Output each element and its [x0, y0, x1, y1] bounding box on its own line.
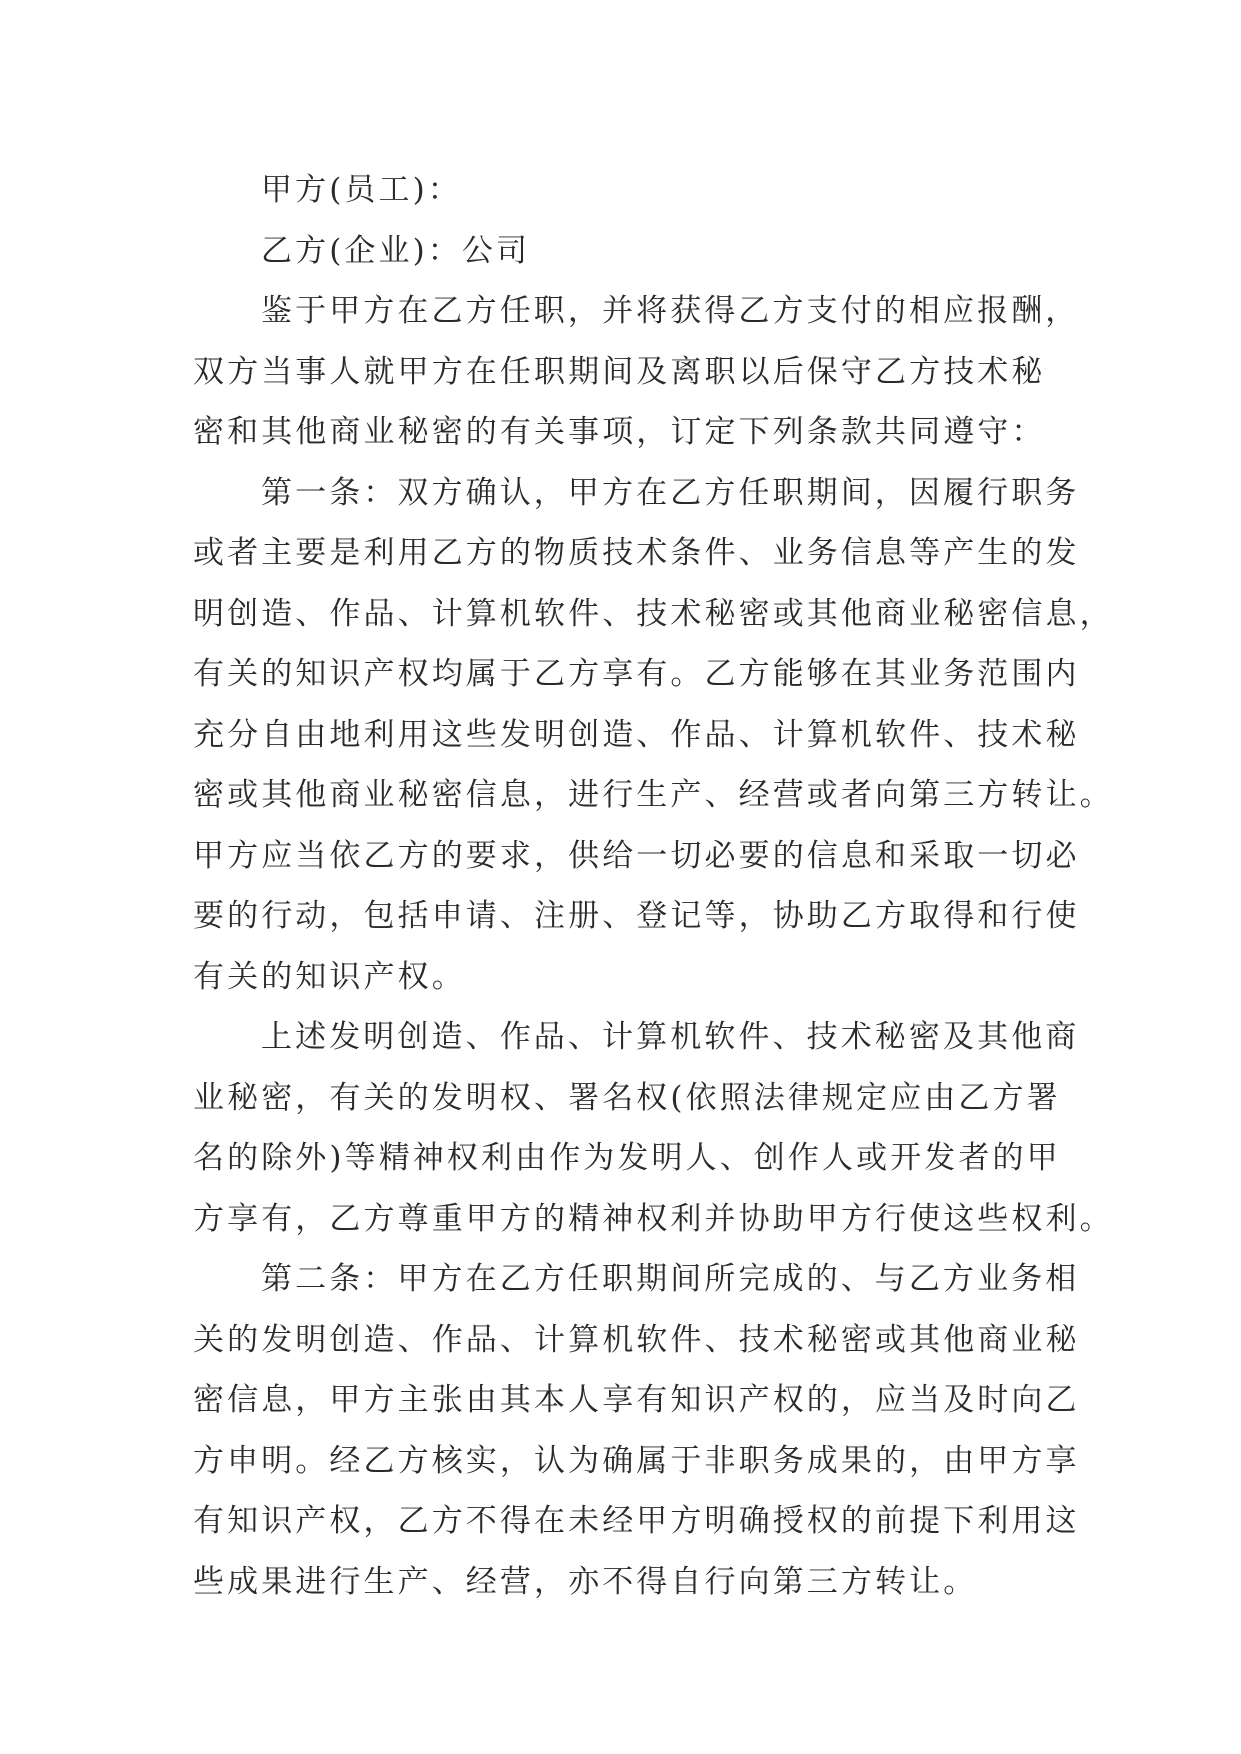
text-line: 明创造、作品、计算机软件、技术秘密或其他商业秘密信息，: [193, 595, 1114, 632]
text-line: 关的发明创造、作品、计算机软件、技术秘密或其他商业秘: [193, 1321, 1080, 1358]
text-line: 有知识产权，乙方不得在未经甲方明确授权的前提下利用这: [193, 1503, 1080, 1539]
party-b-paragraph: [193, 221, 1059, 282]
article-2-paragraph: [193, 1249, 1080, 1612]
text-line: 密信息，甲方主张由其本人享有知识产权的，应当及时向乙: [193, 1382, 1080, 1418]
text-line: 有关的知识产权均属于乙方享有。乙方能够在其业务范围内: [193, 656, 1080, 692]
text-line: 要的行动，包括申请、注册、登记等，协助乙方取得和行使: [193, 898, 1080, 934]
text-line: 第二条：甲方在乙方任职期间所完成的、与乙方业务相: [261, 1261, 1080, 1297]
text-line: 双方当事人就甲方在任职期间及离职以后保守乙方技术秘: [193, 353, 1046, 390]
text-line: 甲方应当依乙方的要求，供给一切必要的信息和采取一切必: [193, 837, 1080, 874]
text-line: 方申明。经乙方核实，认为确属于非职务成果的，由甲方享: [193, 1442, 1080, 1479]
text-line: 甲方(员工)：: [261, 172, 462, 208]
preamble-paragraph: [193, 281, 1080, 463]
text-line: 第一条：双方确认，甲方在乙方任职期间，因履行职务: [261, 474, 1080, 511]
text-line: 充分自由地利用这些发明创造、作品、计算机软件、技术秘: [193, 716, 1080, 753]
text-line: 名的除外)等精神权利由作为发明人、创作人或开发者的甲: [193, 1140, 1061, 1176]
text-line: 乙方(企业)：公司: [261, 232, 531, 269]
article-1-paragraph: [193, 463, 1114, 1008]
text-line: 密和其他商业秘密的有关事项，订定下列条款共同遵守：: [193, 414, 1046, 450]
party-a-paragraph: [193, 160, 1059, 221]
text-line: 上述发明创造、作品、计算机软件、技术秘密及其他商: [261, 1019, 1080, 1055]
text-line: 密或其他商业秘密信息，进行生产、经营或者向第三方转让。: [193, 777, 1114, 813]
text-line: 方享有，乙方尊重甲方的精神权利并协助甲方行使这些权利。: [193, 1200, 1114, 1237]
text-line: 业秘密，有关的发明权、署名权(依照法律规定应由乙方署: [193, 1079, 1061, 1116]
text-line: 鉴于甲方在乙方任职，并将获得乙方支付的相应报酬，: [261, 293, 1080, 329]
moral-rights-paragraph: [193, 1007, 1114, 1249]
text-line: 有关的知识产权。: [193, 958, 466, 995]
text-line: 些成果进行生产、经营，亦不得自行向第三方转让。: [193, 1563, 978, 1600]
text-line: 或者主要是利用乙方的物质技术条件、业务信息等产生的发: [193, 535, 1080, 571]
document-body: [193, 160, 1114, 1612]
